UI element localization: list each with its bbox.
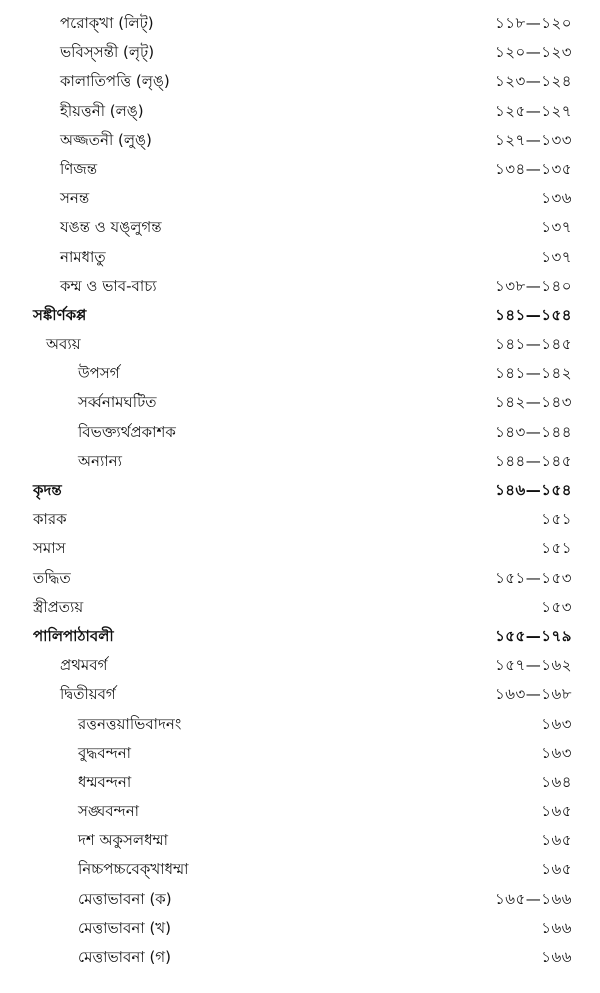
toc-entry-title: দ্বিতীয়বর্গ (60, 685, 116, 704)
toc-entry (0, 184, 600, 213)
toc-entry-title: দশ অকুসলধম্মা (78, 831, 168, 850)
toc-entry-title: ধম্মবন্দনা (78, 772, 132, 791)
toc-entry-title: সনন্ত (60, 189, 90, 208)
toc-entry (0, 622, 600, 651)
toc-entry-title: মেত্তাভাবনা (খ) (78, 918, 171, 937)
toc-entry-title: বুদ্ধবন্দনা (78, 743, 132, 762)
toc-entry-title: কৃদন্ত (33, 481, 62, 499)
toc-entry-pages: ১৬৩ (541, 714, 572, 733)
toc-entry-pages: ১৬৫—১৬৬ (495, 889, 572, 908)
toc-entry (0, 710, 600, 739)
toc-entry-title: উপসর্গ (78, 364, 120, 383)
toc-entry-title: সমাস (33, 539, 66, 558)
toc-entry (0, 826, 600, 855)
toc-entry-title: মেত্তাভাবনা (গ) (78, 948, 171, 966)
toc-entry (0, 126, 600, 155)
toc-entry-title: রত্তনত্তয়াভিবাদনং (78, 714, 182, 733)
toc-entry (0, 534, 600, 563)
toc-entry-pages: ১৪১—১৫৪ (495, 305, 572, 324)
toc-entry-title: অব্যয় (46, 335, 81, 354)
toc-entry (0, 855, 600, 884)
toc-entry-title: সর্ব্বনামঘটিত (78, 393, 157, 412)
toc-entry (0, 388, 600, 417)
toc-entry-title: ভবিস্সন্তী (লৃট্) (60, 43, 155, 62)
toc-entry (0, 301, 600, 330)
toc-entry-pages: ১৫৩ (541, 597, 572, 616)
toc-entry (0, 680, 600, 709)
toc-entry (0, 97, 600, 126)
toc-entry (0, 447, 600, 476)
toc-entry-title: নামধাতু (60, 247, 106, 266)
toc-entry-title: তদ্ধিত (33, 568, 71, 587)
toc-entry (0, 505, 600, 534)
toc-entry (0, 359, 600, 388)
toc-entry-pages: ১৬৩—১৬৮ (495, 685, 572, 704)
toc-entry-pages: ১৫১ (541, 539, 572, 558)
toc-entry-pages: ১৬৫ (541, 860, 572, 879)
toc-entry-title: কালাতিপত্তি (লৃঙ্) (60, 72, 170, 91)
toc-entry-title: স্ত্রীপ্রত্যয় (33, 597, 84, 616)
toc-entry-pages: ১৪৩—১৪৪ (495, 422, 572, 441)
toc-entry-pages: ১৬৫ (541, 802, 572, 821)
toc-entry-pages: ১৬৬ (541, 948, 572, 966)
toc-entry-pages: ১৫১ (541, 510, 572, 529)
toc-entry-pages: ১৫৫—১৭৯ (495, 626, 572, 645)
toc-entry-title: বিভক্ত্যর্থপ্রকাশক (78, 422, 176, 441)
toc-entry (0, 593, 600, 622)
toc-entry-pages: ১৩৮—১৪০ (495, 276, 572, 295)
toc-entry-pages: ১৬৬ (541, 918, 572, 937)
toc-entry (0, 418, 600, 447)
toc-entry-title: অজ্জতনী (লুঙ্) (60, 130, 152, 149)
toc-entry-pages: ১৫১—১৫৩ (495, 568, 572, 587)
toc-entry-pages: ১৬৩ (541, 743, 572, 762)
toc-entry (0, 739, 600, 768)
toc-entry (0, 797, 600, 826)
toc-entry (0, 272, 600, 301)
toc-entry-pages: ১৫৭—১৬২ (495, 656, 572, 675)
toc-entry-title: হীয়ত্তনী (লঙ্) (60, 101, 144, 120)
toc-entry-title: পরোক্খা (লিট্) (60, 14, 154, 32)
toc-entry (0, 768, 600, 797)
toc-entry-title: কম্ম ও ভাব-বাচ্য (60, 276, 157, 295)
toc-entry-title: অন্যান্য (78, 451, 122, 470)
toc-entry-pages: ১২৩—১২৪ (495, 72, 572, 91)
toc-entry (0, 914, 600, 943)
toc-entry-title: কারক (33, 510, 67, 529)
toc-entry (0, 213, 600, 242)
toc-entry-title: যঙন্ত ও যঙ্লুগন্ত (60, 218, 162, 237)
toc-entry (0, 155, 600, 184)
toc-entry-pages: ১৪৬—১৫৪ (495, 481, 572, 499)
toc-entry-pages: ১৪১—১৪৫ (495, 335, 572, 354)
toc-entry-pages: ১৪১—১৪২ (495, 364, 572, 383)
toc-entry-pages: ১৪২—১৪৩ (495, 393, 572, 412)
toc-entry-pages: ১২০—১২৩ (495, 43, 572, 62)
toc-entry (0, 330, 600, 359)
toc-entry-title: প্রথমবর্গ (60, 656, 108, 675)
toc-entry (0, 38, 600, 67)
toc-entry-title: ণিজন্ত (60, 159, 98, 178)
toc-entry (0, 67, 600, 96)
toc-entry (0, 243, 600, 272)
toc-entry-pages: ১৪৪—১৪৫ (495, 451, 572, 470)
toc-entry-pages: ১২৭—১৩৩ (495, 130, 572, 149)
toc-entry-pages: ১৬৫ (541, 831, 572, 850)
toc-entry (0, 9, 600, 38)
toc-entry-pages: ১৬৪ (541, 772, 572, 791)
toc-entry-pages: ১২৫—১২৭ (495, 101, 572, 120)
toc-entry-pages: ১৩৬ (541, 189, 572, 208)
toc-entry-title: মেত্তাভাবনা (ক) (78, 889, 172, 908)
toc-entry-title: নিচ্চপচ্চবেক্খাধম্মা (78, 860, 189, 879)
toc-entry-pages: ১৩৭ (541, 218, 572, 237)
toc-entry-title: সঙ্কীর্ণকপ্প (33, 305, 87, 324)
toc-entry-pages: ১৩৪—১৩৫ (495, 159, 572, 178)
toc-entry (0, 885, 600, 914)
table-of-contents (0, 9, 600, 972)
toc-entry-title: পালিপাঠাবলী (33, 626, 114, 645)
toc-entry-pages: ১৩৭ (541, 247, 572, 266)
toc-entry-title: সঙ্ঘবন্দনা (78, 802, 139, 821)
toc-entry-pages: ১১৮—১২০ (495, 14, 572, 32)
toc-entry (0, 564, 600, 593)
toc-entry (0, 943, 600, 972)
toc-entry (0, 476, 600, 505)
toc-entry (0, 651, 600, 680)
